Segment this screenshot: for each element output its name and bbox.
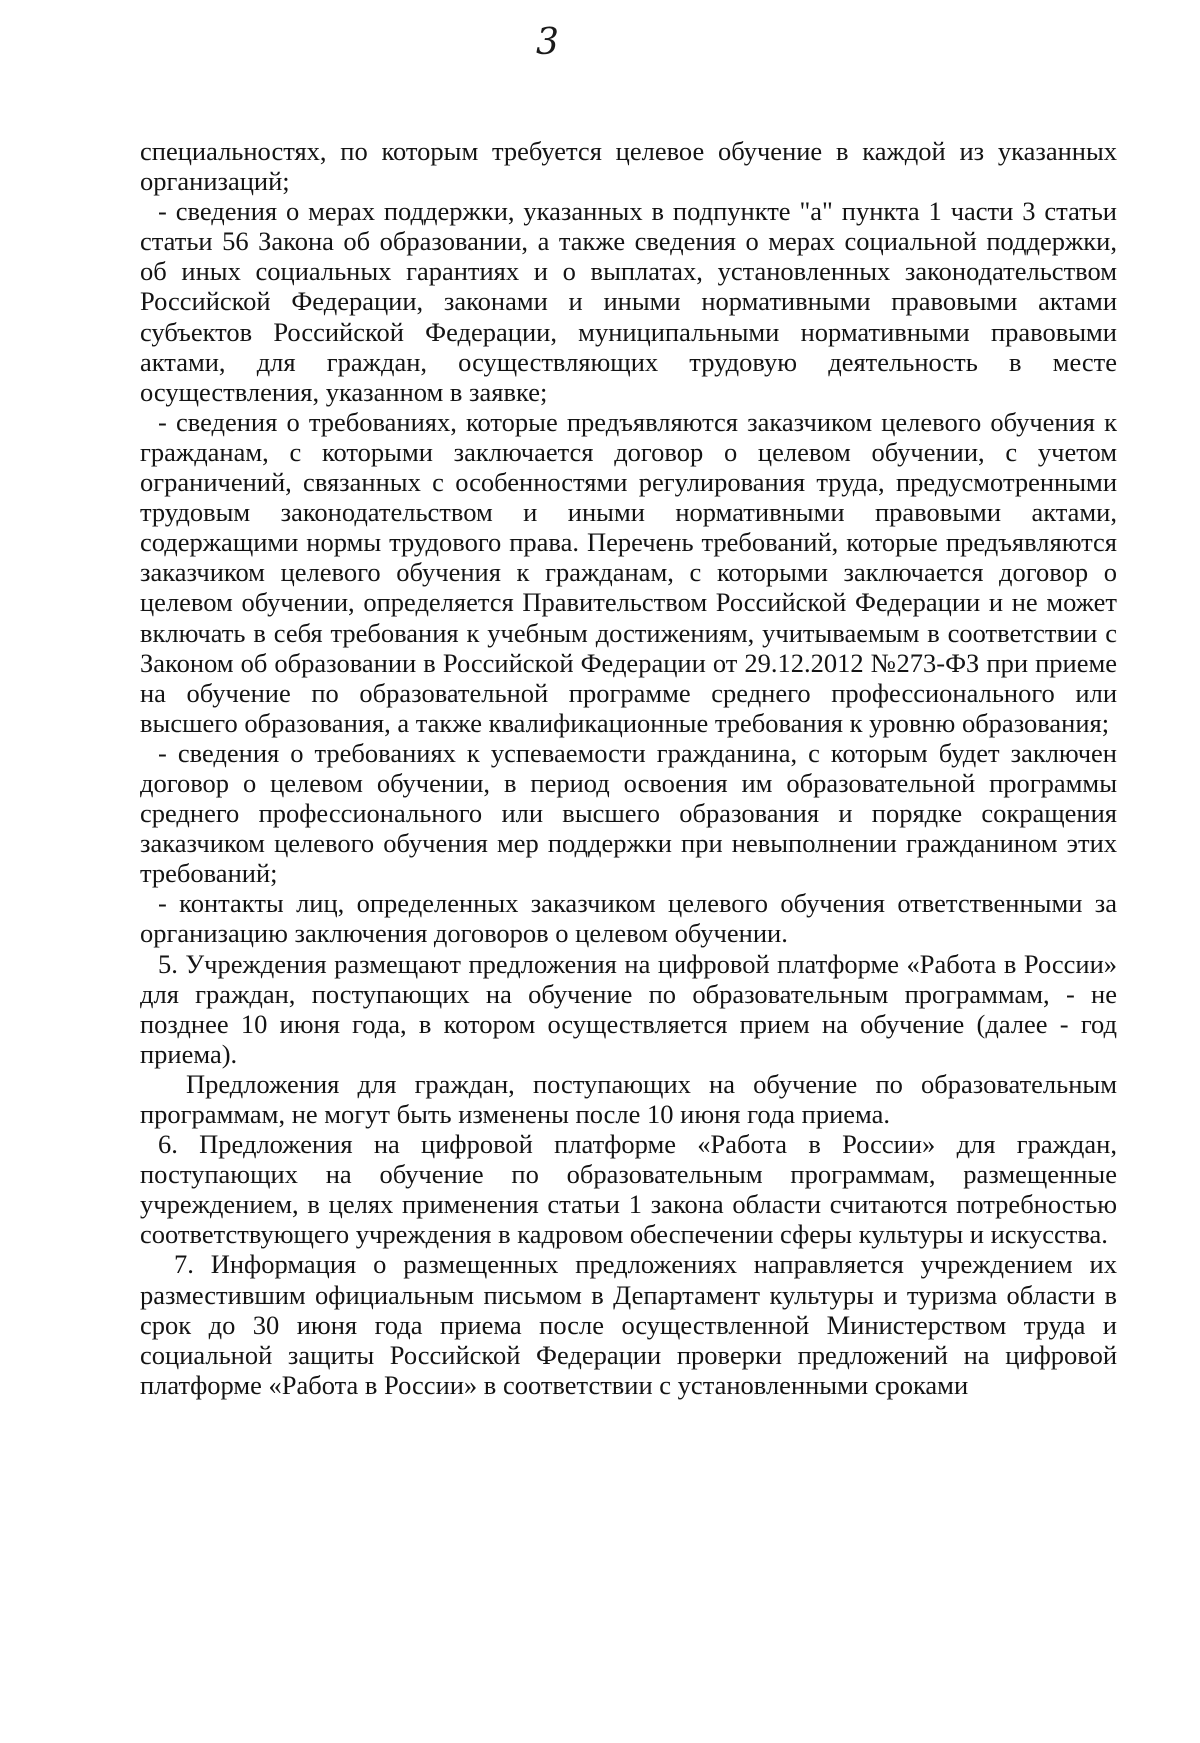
paragraph-item-7: 7. Информация о размещенных предложениях направляется учреждением их разместившим официальным письмом в Департамент культуры и туризма области в срок до 30 июня года приема после осуществленной Министерством труда и социальной защиты Российской Федерации проверки предложений на цифровой платформе «Работа в России» в соответствии с установленными сроками: [140, 1249, 1117, 1400]
paragraph-item-6: 6. Предложения на цифровой платформе «Работа в России» для граждан, поступающих на обучение по образовательным программам, размещенные учреждением, в целях применения статьи 1 закона области считаются потребностью соответствующего учреждения в кадровом обеспечении сферы культуры и искусства.: [140, 1129, 1117, 1250]
paragraph-proposals-unchanged: Предложения для граждан, поступающих на обучение по образовательным программам, не могут быть изменены после 10 июня года приема.: [140, 1068, 1117, 1129]
paragraph-continuation: специальностях, по которым требуется целевое обучение в каждой из указанных организаций;: [140, 136, 1117, 197]
page-number: 3: [536, 22, 559, 63]
paragraph-item-5: 5. Учреждения размещают предложения на цифровой платформе «Работа в России» для граждан, поступающих на обучение по образовательным программам, - не позднее 10 июня года, в котором осуществляется прием на обучение (далее - год приема).: [140, 948, 1117, 1069]
paragraph-contacts: - контакты лиц, определенных заказчиком целевого обучения ответственными за организацию заключения договоров о целевом обучении.: [140, 888, 1117, 949]
paragraph-performance-requirements: - сведения о требованиях к успеваемости гражданина, с которым будет заключен договор о целевом обучении, в период освоения им образовательной программы среднего профессионального или высшего образования и порядке сокращения заказчиком целевого обучения мер поддержки при невыполнении гражданином этих требований;: [140, 737, 1117, 889]
document-body: [140, 136, 1117, 1400]
paragraph-support-measures: - сведения о мерах поддержки, указанных в подпункте "а" пункта 1 части 3 статьи статьи 56 Закона об образовании, а также сведения о мерах социальной поддержки, об иных социальных гарантиях и о выплатах, установленных законодательством Российской Федерации, законами и иными нормативными правовыми актами субъектов Российской Федерации, муниципальными нормативными правовыми актами, для граждан, осуществляющих трудовую деятельность в месте осуществления, указанном в заявке;: [140, 196, 1117, 407]
paragraph-requirements: - сведения о требованиях, которые предъявляются заказчиком целевого обучения к гражданам, с которыми заключается договор о целевом обучении, с учетом ограничений, связанных с особенностями регулирования труда, предусмотренными трудовым законодательством и иными нормативными правовыми актами, содержащими нормы трудового права. Перечень требований, которые предъявляются заказчиком целевого обучения к гражданам, с которыми заключается договор о целевом обучении, определяется Правительством Российской Федерации и не может включать в себя требования к учебным достижениям, учитываемым в соответствии с Законом об образовании в Российской Федерации от 29.12.2012 №273-ФЗ при приеме на обучение по образовательной программе среднего профессионального или высшего образования, а также квалификационные требования к уровню образования;: [140, 406, 1117, 738]
